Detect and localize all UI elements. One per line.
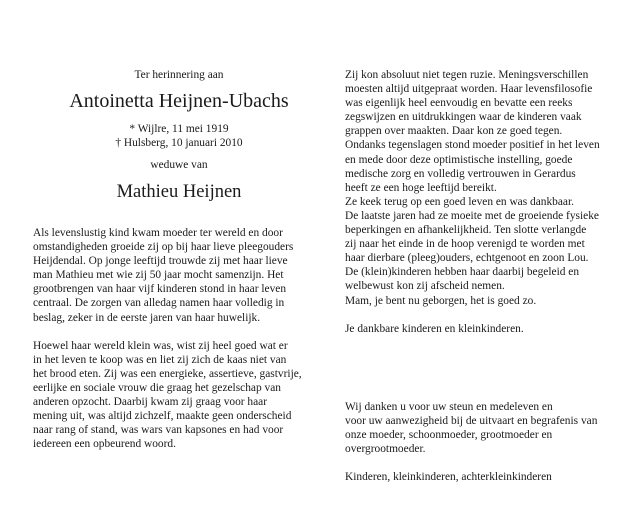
- text-line: De laatste jaren had ze moeite met de groeiende fysieke: [345, 209, 599, 222]
- text-line: iedereen een opbeurend woord.: [33, 438, 176, 451]
- text-line: het brood eten. Zij was een energieke, assertieve, gastvrije,: [33, 367, 302, 380]
- left-paragraph-1: [33, 226, 325, 325]
- intro-text: Ter herinnering aan: [134, 69, 224, 81]
- text-line: en mede door deze optimistische instelling, goede: [345, 153, 573, 166]
- birth-line: * Wijlre, 11 mei 1919: [129, 123, 229, 135]
- text-line: Heijdendal. Op jonge leeftijd trouwde zij met haar lieve: [33, 255, 288, 268]
- text-line: heeft ze een hoge leeftijd bereikt.: [345, 181, 497, 194]
- text-line: grootbrengen van haar vijf kinderen stond in haar leven: [33, 283, 287, 296]
- text-line: haar dierbare (pleeg)ouders, echtgenoot en zoon Lou.: [345, 252, 589, 265]
- text-line: welbewust kon zij afscheid nemen.: [345, 280, 505, 293]
- thanks-signature: Kinderen, kleinkinderen, achterkleinkinderen: [345, 471, 552, 484]
- deceased-name: Antoinetta Heijnen-Ubachs: [69, 90, 289, 112]
- right-paragraph-1: [345, 68, 625, 308]
- text-line: was eigenlijk heel eenvoudig en bevatte een reeks: [345, 97, 573, 110]
- text-line: man Mathieu met wie zij 50 jaar mocht samenzijn. Het: [33, 269, 284, 282]
- text-line: anderen opzocht. Daarbij kwam zij graag voor haar: [33, 396, 268, 409]
- spouse-name: Mathieu Heijnen: [116, 182, 242, 202]
- text-line: Wij danken u voor uw steun en medeleven en: [345, 400, 553, 413]
- text-line: mening uit, was altijd zichzelf, maakte geen onderscheid: [33, 410, 292, 423]
- widow-of-text: weduwe van: [150, 159, 208, 171]
- text-line: medische zorg en volledig vertrouwen in Gerardus: [345, 167, 576, 180]
- text-line: voor uw aanwezigheid bij de uitvaart en begrafenis van: [345, 414, 598, 427]
- text-line: Mam, je bent nu geborgen, het is goed zo.: [345, 294, 537, 307]
- text-line: naar rang of stand, was wars van kapsones en had voor: [33, 424, 284, 437]
- text-line: De (klein)kinderen hebben haar daarbij begeleid en: [345, 266, 580, 279]
- text-line: zegswijzen en uitdrukkingen waar de kinderen vaak: [345, 111, 582, 124]
- text-line: Ondanks tegenslagen stond moeder positief in het leven: [345, 139, 600, 152]
- text-line: grappen over maakten. Daar kon ze goed tegen.: [345, 125, 563, 138]
- text-line: onze moeder, schoonmoeder, grootmoeder en: [345, 428, 553, 441]
- thanks-paragraph: [345, 400, 625, 456]
- text-line: Zij kon absoluut niet tegen ruzie. Meningsverschillen: [345, 69, 589, 81]
- text-line: Als levenslustig kind kwam moeder ter wereld en door: [33, 227, 283, 239]
- text-line: beperkingen en afhankelijkheid. Ten slotte verlangde: [345, 224, 587, 237]
- text-line: Ze keek terug op een goed leven en was dankbaar.: [345, 195, 574, 208]
- family-signature: Je dankbare kinderen en kleinkinderen.: [345, 322, 524, 335]
- text-line: overgrootmoeder.: [345, 442, 426, 455]
- text-line: zij naar het einde in de hoop verenigd te worden met: [345, 238, 585, 251]
- text-line: centraal. De zorgen van alledag namen haar volledig in: [33, 297, 285, 310]
- left-paragraph-2: [33, 339, 325, 452]
- text-line: eerlijke en sociale vrouw die graag het gezelschap van: [33, 381, 281, 394]
- text-line: in het leven te koop was en liet zij zich de kaas niet van: [33, 353, 287, 366]
- text-line: beslag, zeker in de eerste jaren van haar huwelijk.: [33, 311, 261, 324]
- text-line: moesten altijd uitgepraat worden. Haar levensfilosofie: [345, 83, 593, 96]
- text-line: omstandigheden groeide zij op bij haar lieve pleegouders: [33, 241, 294, 254]
- right-column: [345, 68, 625, 484]
- text-line: Hoewel haar wereld klein was, wist zij heel goed wat er: [33, 339, 288, 352]
- left-column: [33, 68, 325, 451]
- death-line: † Hulsberg, 10 januari 2010: [115, 137, 243, 149]
